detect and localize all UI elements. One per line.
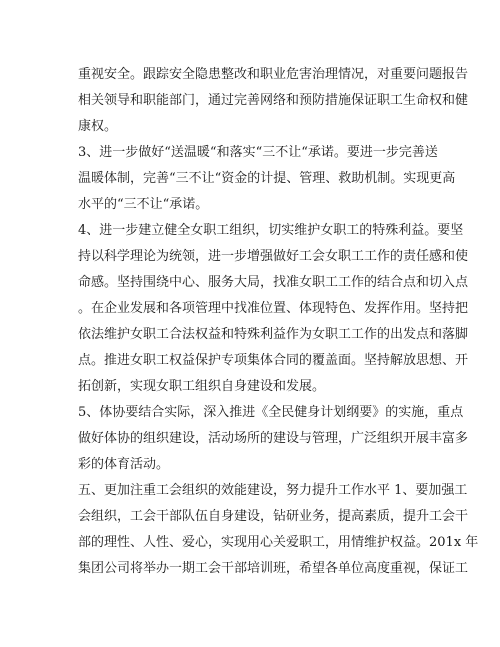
text-line: 重视安全。跟踪安全隐患整改和职业危害治理情况，对重要问题报告 [78, 67, 469, 82]
paragraph-item-4 [78, 218, 469, 400]
text-line: 集团公司将举办一期工会干部培训班，希望各单位高度重视，保证工 [78, 561, 469, 576]
text-line: 相关领导和职能部门，通过完善网络和预防措施保证职工生命权和健 [78, 93, 469, 108]
text-line: 会组织，工会干部队伍自身建设，钻研业务，提高素质，提升工会干 [78, 509, 469, 524]
paragraph-section-5 [78, 478, 479, 582]
paragraph-item-5 [78, 400, 469, 478]
paragraph-item-3 [78, 140, 456, 218]
text-line: 3、进一步做好“送温暖“和落实“三不让“承诺。要进一步完善送 [78, 145, 438, 160]
text-line: 4、进一步建立健全女职工组织，切实维护女职工的特殊利益。要坚 [78, 223, 464, 238]
text-line: 部的理性、人性、爱心，实现用心关爱职工，用情维护权益。201x 年 [78, 535, 479, 550]
text-line: 康权。 [78, 119, 118, 134]
text-line: 做好体协的组织建设，活动场所的建设与管理，广泛组织开展丰富多 [78, 431, 469, 446]
text-line: 命感。坚持围绕中心、服务大局，找准女职工工作的结合点和切入点 [78, 275, 469, 290]
paragraph-safety [78, 62, 469, 140]
text-line: 水平的“三不让“承诺。 [78, 197, 209, 212]
text-line: 点。推进女职工权益保护专项集体合同的覆盖面。坚持解放思想、开 [78, 353, 469, 368]
document-body [78, 62, 479, 582]
text-line: 彩的体育活动。 [78, 457, 170, 472]
text-line: 。在企业发展和各项管理中找准位置、体现特色、发挥作用。坚持把 [78, 301, 469, 316]
text-line: 5、体协要结合实际，深入推进《全民健身计划纲要》的实施，重点 [78, 405, 464, 420]
text-line: 温暖体制，完善“三不让“资金的计提、管理、救助机制。实现更高 [78, 171, 456, 186]
text-line: 依法维护女职工合法权益和特殊利益作为女职工工作的出发点和落脚 [78, 327, 469, 342]
text-line: 持以科学理论为统领，进一步增强做好工会女职工工作的责任感和使 [78, 249, 469, 264]
text-line: 五、更加注重工会组织的效能建设，努力提升工作水平 1、要加强工 [78, 483, 468, 498]
text-line: 拓创新，实现女职工组织自身建设和发展。 [78, 379, 326, 394]
